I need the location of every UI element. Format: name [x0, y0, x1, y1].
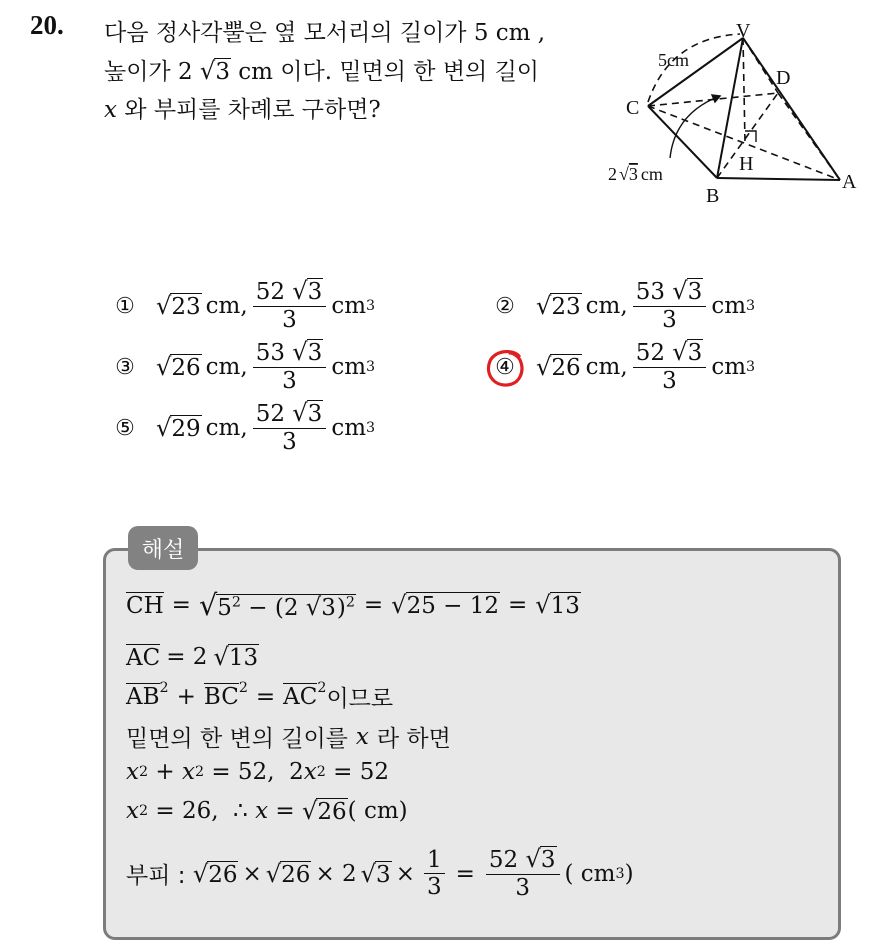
label-C: C — [626, 97, 640, 119]
edge-BA — [717, 178, 840, 180]
choice-mark: ④ — [488, 355, 522, 380]
selected-circle-icon — [483, 346, 529, 392]
choice-1[interactable]: ① √23 cm, $\frac{52 √3}{3}$ cm 3 — [108, 276, 375, 336]
question-line-1: 다음 정사각뿔은 옆 모서리의 길이가 5 cm , — [104, 20, 546, 46]
question-number: 20. — [30, 10, 64, 40]
choice-4[interactable]: ④ √26 cm, $\frac{52 √3}{3}$ cm 3 — [488, 337, 755, 397]
edge-DA — [778, 93, 840, 180]
choice-mark: ② — [495, 293, 515, 319]
edge-length-label: 5cm — [658, 50, 689, 70]
radicand: 3 — [215, 59, 230, 85]
pyramid-figure — [600, 18, 870, 218]
solution-tag: 해설 — [128, 526, 198, 570]
choice-2[interactable]: ② √23 cm, $\frac{53 √3}{3}$ cm 3 — [488, 276, 755, 336]
height-VH — [743, 38, 745, 143]
sqrt: √3 — [199, 57, 230, 85]
question-text — [104, 14, 604, 129]
question-line-2-pre: 높이가 2 — [104, 59, 193, 85]
label-A: A — [842, 171, 857, 193]
solution-line-2: AC = 2 √13 — [126, 643, 259, 671]
choice-unit: cm, — [205, 292, 248, 319]
choice-mark: ③ — [115, 354, 135, 380]
height-arrow — [670, 96, 720, 158]
label-V: V — [736, 20, 751, 42]
label-D: D — [776, 67, 791, 89]
question-line-2-post: cm 이다. 밑면의 한 변의 길이 — [238, 59, 540, 85]
choice-3[interactable]: ③ √26 cm, $\frac{53 √3}{3}$ cm 3 — [108, 337, 375, 397]
label-B: B — [706, 185, 720, 207]
solution-line-4: 밑면의 한 변의 길이를 x 라 하면 — [126, 723, 451, 752]
edge-VA — [743, 38, 840, 180]
question-line-2 — [104, 52, 604, 91]
solution-line-7: 부피 : √26 × √26 × 2 √3 × $\frac{1}{3}$ = $\frac{52 √3}{3}$ ( cm 3 ) — [126, 845, 634, 901]
solution-line-3: AB $^2$ + BC $^2$ = AC $^2$ 이므로 — [126, 680, 394, 712]
edge-VC — [648, 38, 743, 106]
solution-line-5: x 2 + x 2 = 52, 2 x 2 = 52 — [126, 759, 389, 785]
solution-line-6: x 2 = 26, ∴ x = √26 ( cm) — [126, 797, 408, 825]
arrow-head — [712, 95, 720, 102]
variable-x: x — [104, 97, 117, 123]
solution-line-1: CH = $√5^2 - (2$ √3)$^2$ = √25 − 12 = √13 — [126, 588, 580, 622]
choice-mark: ① — [115, 293, 135, 319]
question-line-3-post: 와 부피를 차례로 구하면? — [116, 97, 381, 123]
choice-5[interactable]: ⑤ √29 cm, $\frac{52 √3}{3}$ cm 3 — [108, 398, 375, 458]
label-H: H — [739, 153, 754, 175]
question-line-3 — [104, 91, 604, 129]
choice-mark: ⑤ — [115, 415, 135, 441]
choice-radicand: 23 — [171, 293, 201, 320]
height-label: 2 √3 cm — [608, 164, 663, 184]
